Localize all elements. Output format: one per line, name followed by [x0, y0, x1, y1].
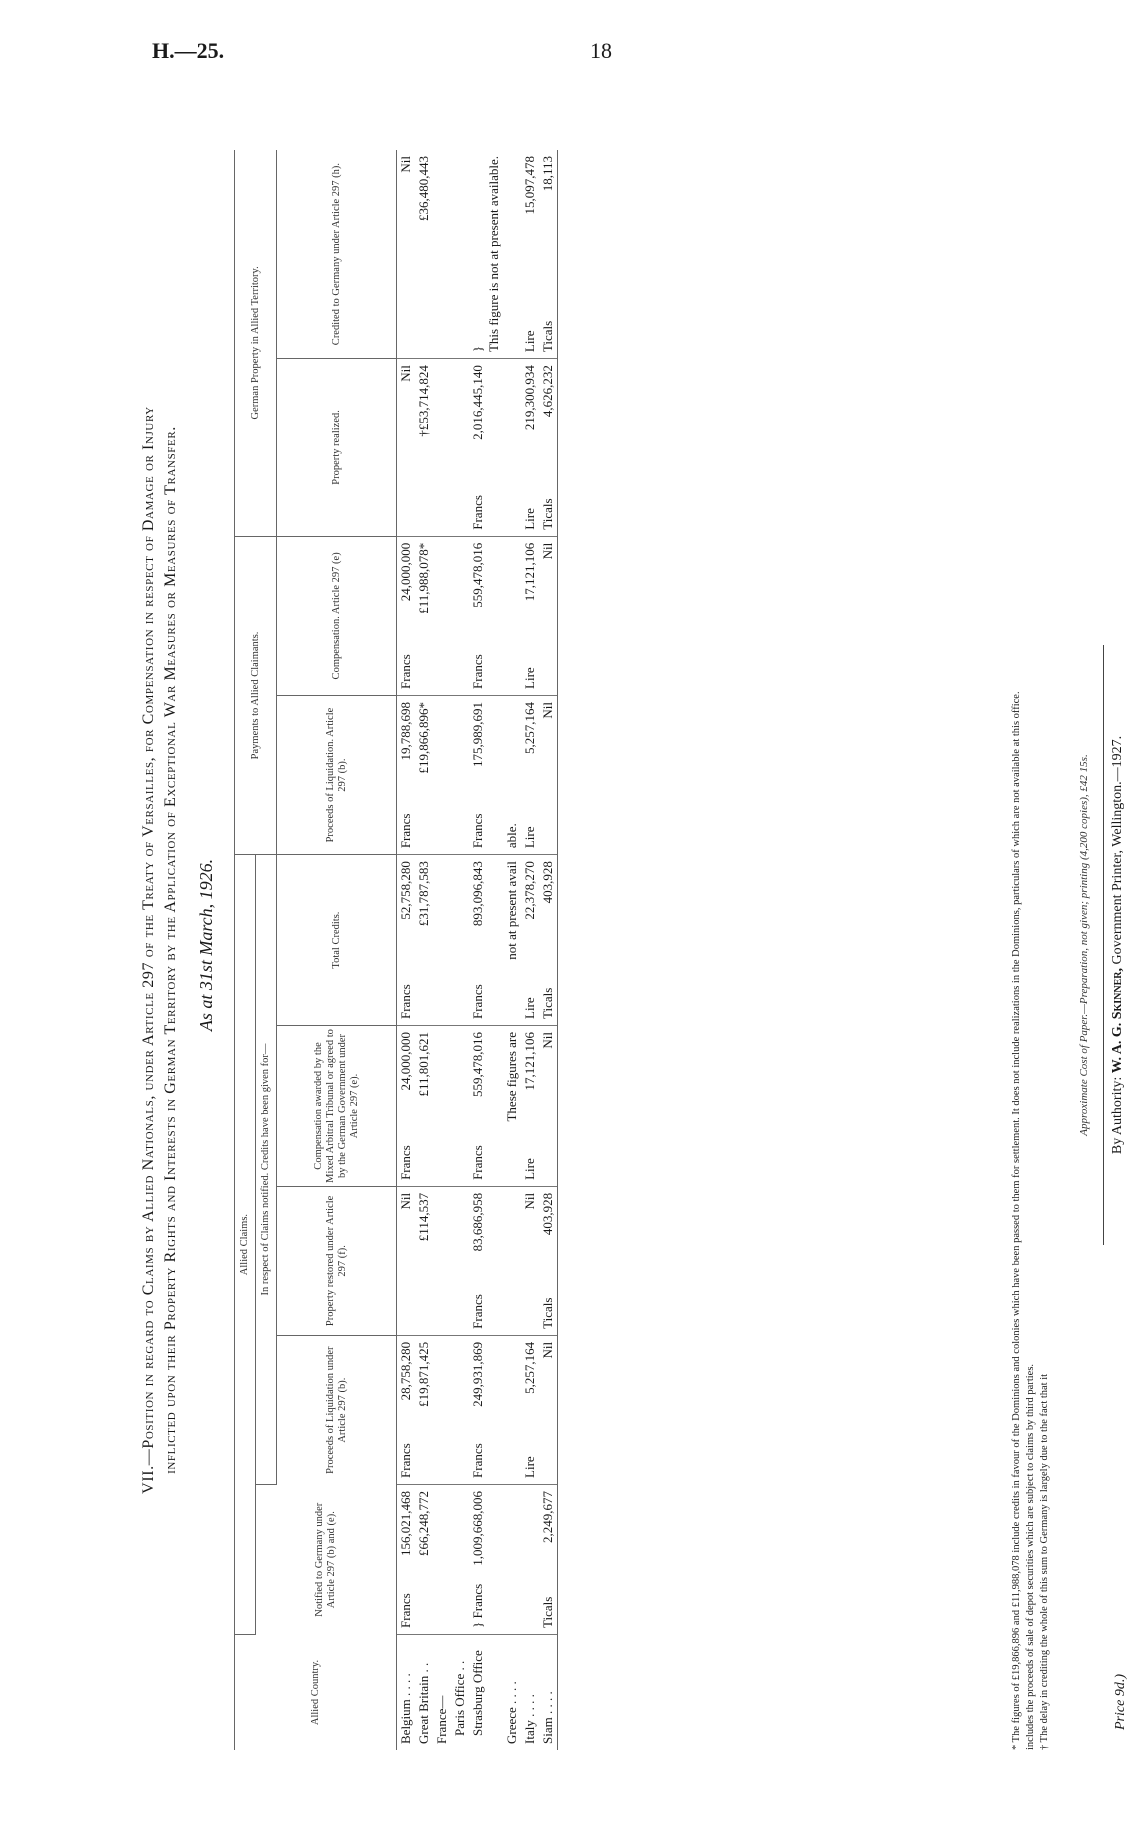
cell-value: 52,758,280 — [398, 861, 413, 920]
cell-notified — [539, 1484, 558, 1634]
cell-unit: Francs — [398, 813, 413, 849]
cell-proceeds — [433, 1335, 451, 1484]
cell-value: Nil — [540, 701, 555, 719]
cell-pay-proceeds — [433, 695, 451, 854]
cell-notified — [433, 1484, 451, 1634]
cell-pay-proceeds — [415, 695, 433, 854]
cell-realized — [451, 359, 469, 537]
cell-total — [451, 855, 469, 1026]
cell-unit: Lire — [522, 1158, 537, 1180]
cell-unit: Francs — [470, 1443, 485, 1478]
cell-compensation — [451, 1026, 469, 1187]
footnote-star-line2: includes the proceeds of sale of depot securities which are subject to claims by third parties. — [1025, 1363, 1036, 1750]
header-pay-compensation: Compensation. Article 297 (e) — [277, 536, 397, 695]
cell-notified — [469, 1484, 503, 1634]
cell-unit: } Francs — [470, 1583, 485, 1628]
cell-unit: Ticals — [540, 320, 555, 353]
cell-realized — [539, 359, 558, 537]
cell-restored — [451, 1186, 469, 1335]
cell-notified — [415, 1484, 433, 1634]
cell-value: 175,989,691 — [470, 701, 485, 767]
cell-country: Belgium . . . . — [398, 1673, 413, 1744]
cell-value: Nil — [540, 1032, 555, 1049]
cell-pay-compensation — [415, 536, 433, 695]
cell-unit: Francs — [470, 495, 485, 530]
cell-pay-proceeds — [539, 695, 558, 854]
cell-pay-proceeds — [469, 695, 503, 854]
cell-unit: Lire — [522, 1456, 537, 1478]
table-row — [503, 150, 521, 1750]
authority-suffix: Government Printer, Wellington.—1927. — [1110, 735, 1125, 965]
cell-realized — [521, 359, 539, 537]
cell-total — [539, 855, 558, 1026]
cell-value: not at present avail — [504, 861, 519, 960]
cell-unit: Francs — [470, 984, 485, 1019]
cell-restored — [433, 1186, 451, 1335]
cell-credited — [539, 150, 558, 359]
cell-notified — [521, 1484, 539, 1634]
cell-unit: Lire — [522, 508, 537, 530]
cell-unit: } — [470, 345, 485, 353]
footnote-dagger: † The delay in crediting the whole of this sum to Germany is largely due to the fact that it — [1039, 1373, 1050, 1750]
cell-credited — [469, 150, 503, 359]
cell-value: £31,787,583 — [416, 861, 431, 927]
table-row — [415, 150, 433, 1750]
cell-value: 22,378,270 — [522, 861, 537, 920]
cell-value: 15,097,478 — [522, 156, 537, 215]
cell-compensation — [469, 1026, 503, 1187]
cell-value: 83,686,958 — [470, 1192, 485, 1252]
cell-restored — [539, 1186, 558, 1335]
cell-credited — [451, 150, 469, 359]
cell-unit: Lire — [522, 997, 537, 1019]
table-row — [521, 150, 539, 1750]
cell-value: 24,000,000 — [398, 1032, 413, 1091]
cell-value: £36,480,443 — [416, 156, 431, 221]
cell-proceeds — [539, 1335, 558, 1484]
cell-unit: Lire — [522, 826, 537, 849]
cell-value: 249,931,869 — [470, 1341, 485, 1407]
cell-pay-proceeds — [397, 695, 416, 854]
cell-total — [415, 855, 433, 1026]
header-pay-proceeds: Proceeds of Liquidation. Article 297 (b). — [277, 695, 397, 854]
cell-restored — [503, 1186, 521, 1335]
cell-compensation — [521, 1026, 539, 1187]
header-total: Total Credits. — [277, 855, 397, 1026]
cell-value: 893,096,843 — [470, 861, 485, 927]
claims-table — [234, 150, 558, 1750]
cell-credited — [503, 150, 521, 359]
cell-value: £114,537 — [416, 1192, 431, 1242]
cell-value: £19,866,896* — [416, 701, 431, 774]
cell-value: 2,249,677 — [540, 1490, 555, 1543]
cell-unit: Ticals — [540, 1596, 555, 1628]
cell-value: Nil — [398, 156, 413, 173]
cell-restored — [415, 1186, 433, 1335]
cell-restored — [469, 1186, 503, 1335]
cell-realized — [397, 359, 416, 537]
cell-country: Paris Office . . — [452, 1660, 467, 1736]
cell-pay-compensation — [503, 536, 521, 695]
cell-country: Strasburg Office — [470, 1650, 485, 1736]
cell-unit: Francs — [470, 1294, 485, 1329]
cell-value: 403,928 — [540, 1192, 555, 1236]
page-code: H.—25. — [152, 38, 225, 63]
cell-value: 2,016,445,140 — [470, 365, 485, 440]
cell-pay-proceeds — [451, 695, 469, 854]
cell-pay-proceeds — [503, 695, 521, 854]
cell-value: 559,478,016 — [470, 1032, 485, 1097]
cell-country: Greece . . . . — [504, 1681, 519, 1744]
cell-realized — [503, 359, 521, 537]
table-row — [433, 150, 451, 1750]
cell-proceeds — [397, 1335, 416, 1484]
cell-value: 4,626,232 — [540, 365, 555, 418]
cell-value: 219,300,934 — [522, 365, 537, 431]
cell-value: 17,121,106 — [522, 1032, 537, 1091]
table-row — [539, 150, 558, 1750]
cell-realized — [469, 359, 503, 537]
cell-proceeds — [451, 1335, 469, 1484]
cell-value: 156,021,468 — [398, 1490, 413, 1556]
cell-notified — [451, 1484, 469, 1634]
cell-value: £19,871,425 — [416, 1341, 431, 1407]
header-credited: Credited to Germany under Article 297 (h). — [277, 150, 397, 359]
cell-value: 18,113 — [540, 156, 555, 192]
rule-divider — [1103, 645, 1104, 1245]
price: Price 9d.) — [1113, 1674, 1128, 1730]
table-title — [138, 150, 182, 1750]
cell-compensation — [503, 1026, 521, 1187]
cell-credited — [415, 150, 433, 359]
cell-restored — [521, 1186, 539, 1335]
cell-notified — [397, 1484, 416, 1634]
cell-compensation — [415, 1026, 433, 1187]
cell-pay-compensation — [397, 536, 416, 695]
cell-value: £11,801,621 — [416, 1032, 431, 1097]
header-notified: Notified to Germany under Article 297 (b) and (e). — [256, 1484, 397, 1634]
cell-value: £11,988,078* — [416, 542, 431, 614]
cell-total — [469, 855, 503, 1026]
cell-restored — [397, 1186, 416, 1335]
cell-proceeds — [415, 1335, 433, 1484]
cell-value: £66,248,772 — [416, 1490, 431, 1556]
title-line-1: VII.—Position in regard to Claims by Allied Nationals, under Article 297 of the Treaty of Versailles, for Compensation in respect of Damage or Injury — [140, 406, 157, 1494]
cell-country: Great Britain . . — [416, 1662, 431, 1744]
cell-value: Nil — [522, 1192, 537, 1210]
cell-unit: Ticals — [540, 987, 555, 1019]
cell-value: 24,000,000 — [398, 542, 413, 602]
cell-total — [521, 855, 539, 1026]
cell-credited — [433, 150, 451, 359]
header-restored: Property restored under Article 297 (f). — [277, 1186, 397, 1335]
header-allied-country: Allied Country. — [235, 1634, 397, 1750]
cell-realized — [415, 359, 433, 537]
cell-credited — [521, 150, 539, 359]
header-compensation: Compensation awarded by the Mixed Arbitral Tribunal or agreed to by the German Government under Article 297 (e). — [277, 1026, 397, 1187]
cost-of-paper: Approximate Cost of Paper.—Preparation, not given; printing (4,200 copies), £42 15s. — [1078, 754, 1090, 1136]
cell-unit: Lire — [522, 667, 537, 689]
header-allied-claims: Allied Claims. — [235, 855, 256, 1635]
cell-proceeds — [521, 1335, 539, 1484]
cell-unit: Francs — [398, 984, 413, 1019]
cell-value: 1,009,668,006 — [470, 1490, 485, 1566]
cell-total — [397, 855, 416, 1026]
cell-total — [433, 855, 451, 1026]
cell-compensation — [539, 1026, 558, 1187]
cell-unit: Francs — [398, 1593, 413, 1628]
printer-name: W. A. G. Skinner, — [1110, 968, 1125, 1074]
cell-proceeds — [469, 1335, 503, 1484]
table-row — [469, 150, 503, 1750]
cell-unit: Ticals — [540, 498, 555, 530]
title-line-2: inflicted upon their Property Rights and Interests in German Territory by the Application of Exceptional War Measures or Measures of Transfer. — [162, 426, 179, 1474]
cell-unit: Francs — [398, 1443, 413, 1478]
cell-value: 17,121,106 — [522, 542, 537, 602]
page-number: 18 — [590, 38, 612, 63]
cell-credited — [397, 150, 416, 359]
cell-proceeds — [503, 1335, 521, 1484]
table-row — [397, 150, 416, 1750]
cell-unit: Francs — [398, 1145, 413, 1180]
cell-value: Nil — [398, 1192, 413, 1210]
table-body — [397, 150, 558, 1750]
header-german-property: German Property in Allied Territory. — [235, 150, 277, 536]
cell-pay-compensation — [521, 536, 539, 695]
cell-unit: Francs — [398, 654, 413, 689]
cell-unit: Lire — [522, 330, 537, 353]
rotated-page-content — [138, 100, 1138, 1790]
cell-pay-compensation — [451, 536, 469, 695]
cell-unit: Francs — [470, 654, 485, 689]
authority-prefix: By Authority: — [1110, 1076, 1125, 1155]
cell-value: 19,788,698 — [398, 701, 413, 761]
cell-value: Nil — [398, 365, 413, 382]
header-in-respect: In respect of Claims notified. Credits have been given for— — [256, 855, 277, 1485]
cell-value: 559,478,016 — [470, 542, 485, 608]
cell-pay-proceeds — [521, 695, 539, 854]
cell-value: This figure is not at present available. — [486, 156, 501, 353]
cell-value: These figures are — [504, 1032, 519, 1122]
cell-pay-compensation — [433, 536, 451, 695]
cell-total — [503, 855, 521, 1026]
header-realized: Property realized. — [277, 359, 397, 537]
cell-unit: Francs — [470, 813, 485, 849]
cell-realized — [433, 359, 451, 537]
cell-value: 5,257,164 — [522, 1341, 537, 1394]
cell-country: Italy . . . . — [522, 1694, 537, 1744]
table-row — [451, 150, 469, 1750]
cell-unit: Ticals — [540, 1297, 555, 1329]
cell-notified — [503, 1484, 521, 1634]
cell-country: France— — [434, 1695, 449, 1744]
authority-line — [1110, 100, 1126, 1790]
cell-value: 5,257,164 — [522, 701, 537, 754]
cell-value: 403,928 — [540, 861, 555, 904]
header-proceeds: Proceeds of Liquidation under Article 297 (b). — [277, 1335, 397, 1484]
cell-country: Siam . . . . — [539, 1634, 558, 1750]
title-date: As at 31st March, 1926. — [196, 858, 216, 1032]
cell-pay-compensation — [469, 536, 503, 695]
cell-compensation — [433, 1026, 451, 1187]
cell-value: Nil — [540, 1341, 555, 1359]
cell-compensation — [397, 1026, 416, 1187]
cell-value: 28,758,280 — [398, 1341, 413, 1401]
footnote-star: * The figures of £19,866,896 and £11,988,078 include credits in favour of the Dominions and colonies which have been passed to them for settlement. It does not include realizations in the Dominions, particulars of which are not available at this office. — [1011, 691, 1022, 1750]
header-payments: Payments to Allied Claimants. — [235, 536, 277, 854]
cell-unit: Francs — [470, 1145, 485, 1180]
cell-value: Nil — [540, 542, 555, 560]
cell-pay-compensation — [539, 536, 558, 695]
cell-value: †£53,714,824 — [416, 365, 431, 437]
cell-unit: able. — [504, 823, 519, 849]
